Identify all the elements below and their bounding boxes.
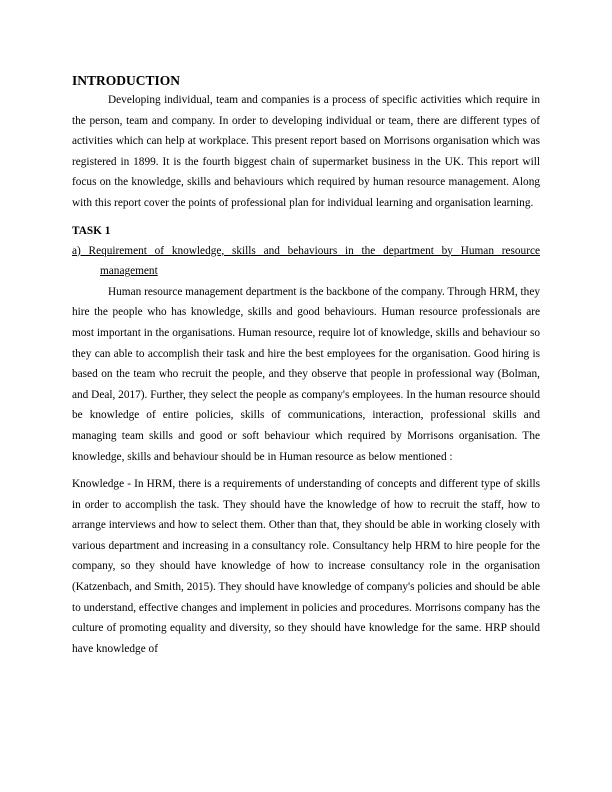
- hrm-paragraph: Human resource management department is the backbone of the company. Through HRM, they hire the people who has knowledge, skills and good behaviours. Human resource professionals are most important in the organisations. Human resource, require lot of knowledge, skills and behaviour so they can able to accomplish their task and hire the best employees for the organisation. Good hiring is based on the team who recruit the people, and they observe that people in professional way (Bolman, and Deal, 2017). Further, they select the people as company's employees. In the human resource should be knowledge of entire policies, skills of communications, interaction, professional skills and managing team skills and good or soft behaviour which required by Morrisons organisation. The knowledge, skills and behaviour should be in Human resource as below mentioned :: [72, 285, 540, 463]
- knowledge-paragraph: Knowledge - In HRM, there is a requirements of understanding of concepts and different type of skills in order to accomplish the task. They should have the knowledge of how to recruit the staff, how to arrange interviews and how to select them. Other than that, they should be able in working closely with various department and increasing in a consultancy role. Consultancy help HRM to hire people for the company, so they should have knowledge of how to increase consultancy role in the organisation (Katzenbach, and Smith, 2015). They should have knowledge of company's policies and should be able to understand, effective changes and implement in policies and procedures. Morrisons company has the culture of promoting equality and diversity, so they should have knowledge for the same. HRP should have knowledge of: [72, 478, 540, 655]
- section-heading-introduction: INTRODUCTION: [72, 73, 181, 88]
- task-heading: TASK 1: [72, 224, 111, 237]
- subsection-heading: a) Requirement of knowledge, skills and behaviours in the department by Human resource management: [72, 244, 540, 278]
- intro-paragraph: Developing individual, team and companies is a process of specific activities which require in the person, team and company. In order to developing individual or team, there are different types of activities which can help at workplace. This present report based on Morrisons organisation which was registered in 1899. It is the fourth biggest chain of supermarket business in the UK. This report will focus on the knowledge, skills and behaviours which required by human resource management. Along with this report cover the points of professional plan for individual learning and organisation learning.: [72, 94, 540, 209]
- page-content: [72, 72, 540, 659]
